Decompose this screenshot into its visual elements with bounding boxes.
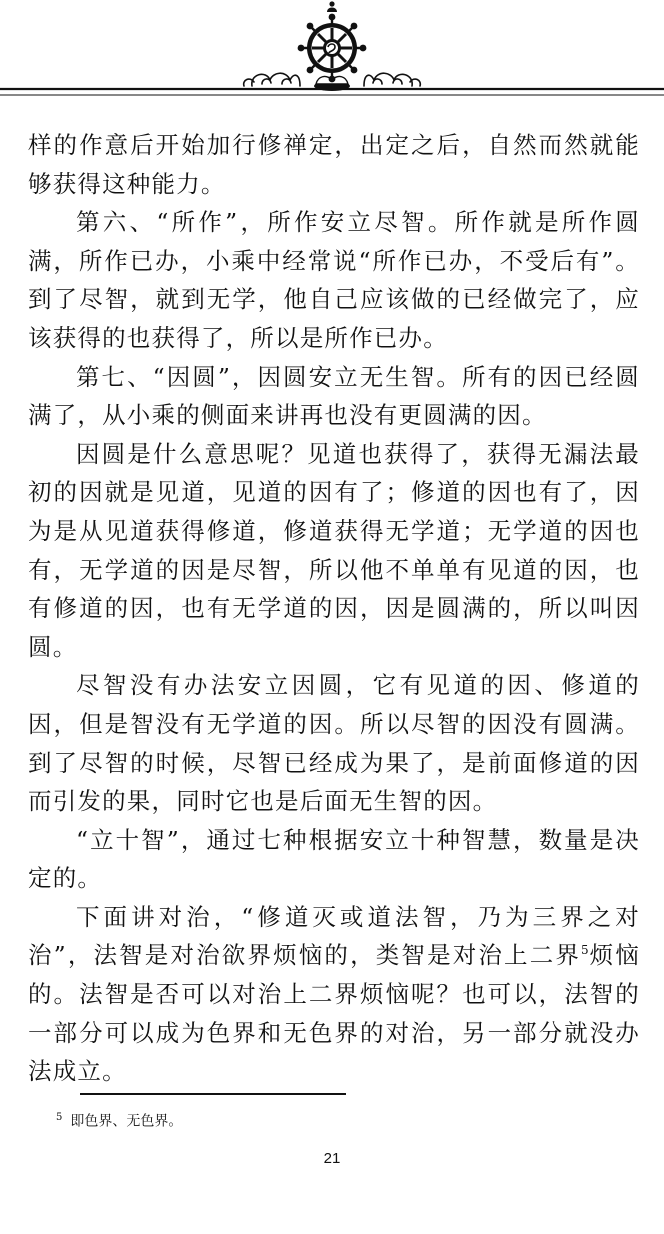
paragraph-text: “立十智”，通过七种根据安立十种智慧，数量是决定的。 [28,825,640,893]
paragraph-text: 样的作意后开始加行修禅定，出定之后，自然而然就能够获得这种能力。 [28,131,640,198]
page-number: 21 [323,1150,341,1167]
footnote-mark: 5 [56,1112,63,1123]
paragraph-text: 下面讲对治，“修道灭或道法智，乃为三界之对治”，法智是对治欲界烦恼的，类智是对治上二界 [28,902,640,970]
paragraph-text: 烦恼的。法智是否可以对治上二界烦恼呢？也可以，法智的一部分可以成为色界和无色界的对治，另一部分就没办法成立。 [28,941,640,1086]
paragraph-7 [28,898,640,1091]
paragraph-3 [28,358,640,435]
paragraph-5 [28,666,640,820]
footnote-divider [80,1093,346,1095]
footnote-text: 即色界、无色界。 [70,1113,183,1130]
page-body [28,126,640,1091]
footnote [56,1108,182,1132]
paragraph-6 [28,821,640,898]
paragraph-4 [28,435,640,667]
paragraph-text: 尽智没有办法安立因圆，它有见道的因、修道的因，但是智没有无学道的因。所以尽智的因没有圆满。到了尽智的时候，尽智已经成为果了，是前面修道的因而引发的果，同时它也是后面无生智的因。 [28,671,640,816]
dharma-wheel-ornament [0,0,664,110]
paragraph-text: 第七、“因圆”，因圆安立无生智。所有的因已经圆满了，从小乘的侧面来讲再也没有更圆满的因。 [28,362,640,430]
paragraph-text: 因圆是什么意思呢？见道也获得了，获得无漏法最初的因就是见道，见道的因有了；修道的因也有了，因为是从见道获得修道，修道获得无学道；无学道的因也有，无学道的因是尽智，所以他不单单有见道的因，也有修道的因，也有无学道的因，因是圆满的，所以叫因圆。 [28,439,640,661]
paragraph-1 [28,126,640,203]
footnote-reference: 5 [581,943,589,958]
paragraph-text: 第六、“所作”，所作安立尽智。所作就是所作圆满，所作已办，小乘中经常说“所作已办，不受后有”。到了尽智，就到无学，他自己应该做的已经做完了，应该获得的也获得了，所以是所作已办。 [28,208,640,352]
paragraph-2 [28,203,640,357]
